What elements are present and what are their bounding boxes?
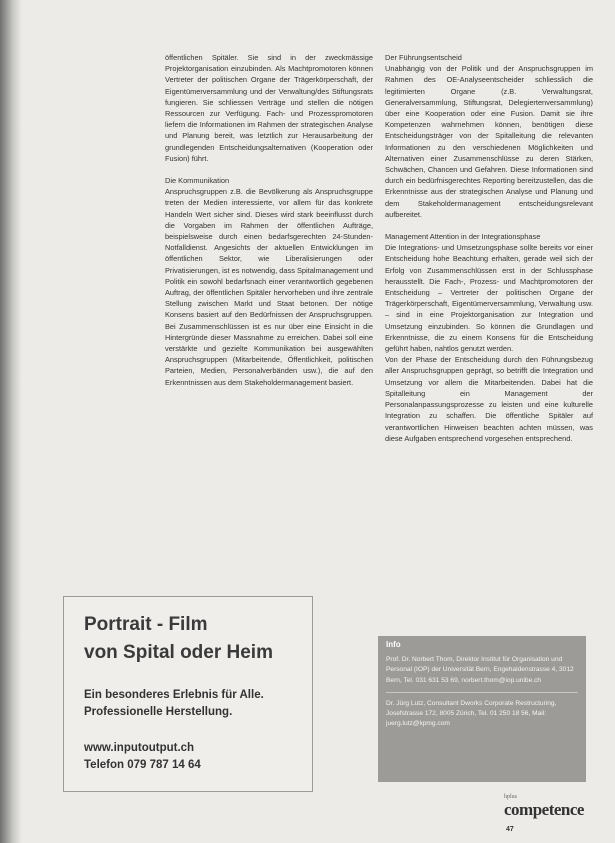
advertisement-box — [63, 596, 313, 792]
ad-title-line-2: von Spital oder Heim — [84, 642, 273, 663]
paragraph-intro: öffentlichen Spitäler. Sie sind in der zweckmässige Projektorganisation einzubinden. Als Machtpromotoren können Vertreter der politischen Organe der Trägerkörperschaft, der Eigentümerversammlung und der Verwaltung/des Stiftungsrats fungieren. Sie schliessen Verträge und stellen die nötigen Ressourcen zur Verfügung. Fach- und Prozesspromotoren liefern die Informationen im Rahmen der strategischen Analyse und Planung bereit, was letztlich zur Herausarbeitung der grundlegenden Entscheidungsalternativen (Kooperation oder Fusion) führt. — [165, 53, 373, 163]
article-column-right — [385, 52, 593, 455]
info-box — [378, 636, 586, 782]
ad-contact — [84, 740, 312, 774]
ad-tagline-line-1: Ein besonderes Erlebnis für Alle. — [84, 689, 264, 701]
section-heading-management-attention: Management Attention in der Integrationsphase — [385, 232, 541, 242]
paragraph-integration: Die Integrations- und Umsetzungsphase sollte bereits vor einer Entscheidung hohe Beachtung erhalten, gerade weil sich der Erfolg von Zusammenschlüssen erst in der Schlussphase herausstellt. Die Fach-, Prozess- und Machtpromotoren der Entscheidung – Vertreter der politischen Organe der Trägerkörperschaft, Eigentümerversammlung, Verwaltung usw. – sind in eine Projektorganisation zur Integration und Umsetzung einzubinden. So können die Grundlagen und Erkenntnisse, die zu einem Konsens für die Entscheidung geführt haben, nahtlos genutzt werden. — [385, 243, 593, 354]
ad-tagline-line-2: Professionelle Herstellung. — [84, 706, 233, 718]
page-number: 47 — [506, 826, 514, 833]
section-heading-kommunikation: Die Kommunikation — [165, 176, 230, 186]
paragraph-umsetzung: Von der Phase der Entscheidung durch den Führungsbezug aller Anspruchsgruppen geprägt, so betrifft die Integration und Umsetzung vor allem die Mitarbeitenden. Dabei hat die Spitalleitung ein Management der Personalanpassungsprozesse zu leisten und eine kulturelle Integration zu schaffen. Die öffentliche Spitäler auf verantwortlichen Hinweisen beachten achten müssen, was diese Aufgaben entsprechend vorgesehen entsprechend. — [385, 355, 593, 443]
info-divider — [386, 692, 578, 693]
ad-phone: Telefon 079 787 14 64 — [84, 759, 201, 771]
ad-tagline — [84, 687, 312, 721]
ad-title-line-1: Portrait - Film — [84, 614, 208, 635]
paragraph-fuehrungsentscheid: Unabhängig von der Politik und der Anspruchsgruppen im Rahmen des OE-Analyseentscheider schliesslich die legitimierten Organe (z.B. Verwaltungsrat, Generalversammlung, Stiftungsrat, Delegiertenversammlung) über eine Kooperation oder eine Fusion. Damit sie ihre Kompetenzen wahrnehmen können, benötigen diese Entscheidungsträger von der Spitalleitung die relevanten Informationen zu den verschiedenen Möglichkeiten und Alternativen einer Zusammenschlüsse zu deren Stärken, Schwächen, Chancen und Gefahren. Diese Informationen sind durch ein bedürfnisgerechtes Reporting bereitzustellen, das die Erkenntnisse aus der strategischen Analyse und Planung und dem Stakeholdermanagement entscheidungsrelevant aufbereitet. — [385, 64, 593, 219]
info-title: Info — [386, 640, 401, 649]
article-column-left — [165, 52, 373, 399]
competence-logo — [504, 794, 594, 824]
section-heading-fuehrungsentscheid: Der Führungsentscheid — [385, 53, 462, 62]
logo-text: competence — [504, 800, 584, 819]
info-contact-thom: Prof. Dr. Norbert Thom, Direktor Institut für Organisation und Personal (IOP) der Universität Bern, Engehaldenstrasse 4, 3012 Bern, Tel. 031 631 53 69, norbert.thom@iop.unibe.ch — [386, 656, 574, 684]
logo-small-text: hplus — [504, 794, 518, 800]
info-contact-lutz: Dr. Jürg Lutz, Consultant Dworks Corporate Restructuring, Josefstrasse 172, 8005 Zürich, Tel. 01 250 18 56, Mail: juerg.lutz@kpmg.com — [386, 699, 557, 728]
page-binding-shadow — [0, 0, 22, 843]
ad-title — [84, 611, 312, 667]
paragraph-kommunikation: Anspruchsgruppen z.B. die Bevölkerung als Anspruchsgruppe treten der Medien interessierte, vor allem für das konkrete Handeln Wert sicher sind. Dieses wird stark beeinflusst durch die Vorgaben im Rahmen der öffentlichen Aufträge, beispielsweise durch einen bedarfsgerechten 24-Stunden-Notfalldienst. Angesichts der aktuellen Entwicklungen im öffentlichen Sektor, wie Liberalisierungen oder Privatisierungen, ist es notwendig, dass Spitalmanagement und Politik ein sowohl bedarfsnach einer verantwortlich gegebenen Auftrag, der öffentlichen Spitäler hervorheben und ihre zentrale Stellung zwischen Markt und Staat betonen. Der nötige Konsens basiert auf den Bedürfnissen der Anspruchsgruppen. Bei Zusammenschlüssen ist es nur über eine Einsicht in die Hintergründe dieser Massnahme zu erreichen. Dabei soll eine verstärkte und gezielte Kommunikation bei ausgewählten Anspruchsgruppen (Mitarbeitende, Öffentlichkeit, politischen Parteien, Medien, Personalverbänden usw.), die auf den Erkenntnissen aus dem Stakeholdermanagement basiert. — [165, 187, 373, 387]
ad-website-link[interactable]: www.inputoutput.ch — [84, 742, 195, 754]
